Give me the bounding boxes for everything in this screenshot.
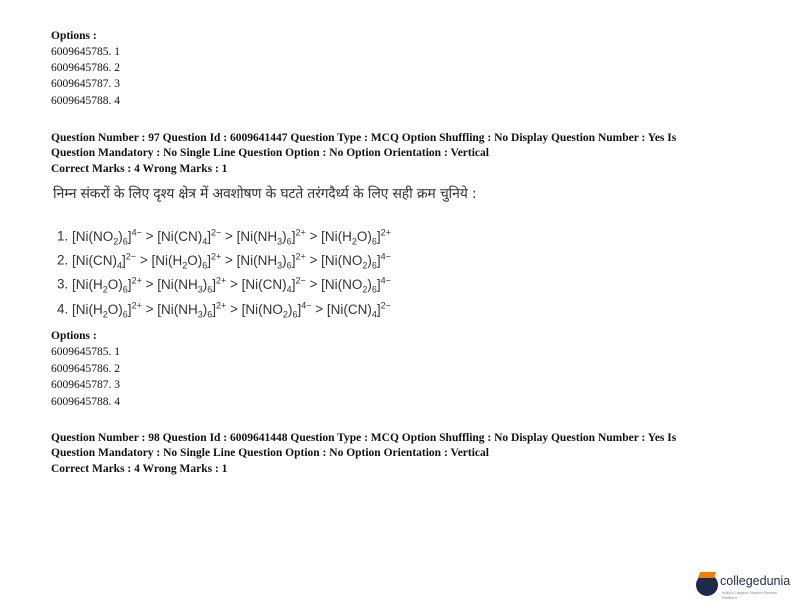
answer-option-4 xyxy=(57,300,391,319)
answer-option-3 xyxy=(57,275,391,294)
complex-formula: $[Ni(NH_3)_6]^{2+}$ xyxy=(236,251,306,271)
answer-option-number: 1. xyxy=(57,228,73,244)
answer-option-2 xyxy=(57,251,391,270)
answer-option-1 xyxy=(57,227,391,246)
answer-option-number: 3. xyxy=(57,276,73,292)
complex-formula: $[Ni(H_2O)_6]^{2+}$ xyxy=(151,251,222,271)
complex-formula: $[Ni(CN)_4]^{2-}$ xyxy=(241,275,306,295)
question-header-line2: Question Mandatory : No Single Line Question Option : No Option Orientation : Vertical xyxy=(51,147,489,159)
complex-formula: $[Ni(NO_2)_6]^{4-}$ xyxy=(321,251,391,271)
complex-formula: $[Ni(H_2O)_6]^{2+}$ xyxy=(321,227,391,247)
complex-formula: $[Ni(H_2O)_6]^{2+}$ xyxy=(72,275,142,295)
greater-than-separator: > xyxy=(305,276,322,292)
greater-than-separator: > xyxy=(305,228,322,244)
option-id-3: 6009645787. 3 xyxy=(51,379,120,391)
complex-formula: $[Ni(CN)_4]^{2-}$ xyxy=(72,251,137,271)
complex-formula: $[Ni(CN)_4]^{2-}$ xyxy=(157,227,222,247)
option-id-4: 6009645788. 4 xyxy=(51,95,120,107)
complex-formula: $[Ni(NO_2)_6]^{4-}$ xyxy=(241,300,312,320)
complex-formula: $[Ni(NO_2)_6]^{4-}$ xyxy=(72,227,142,247)
greater-than-separator: > xyxy=(226,301,242,317)
answer-option-number: 4. xyxy=(57,301,73,317)
question-header-line1: Question Number : 98 Question Id : 6009641448 Question Type : MCQ Option Shuffling : No Display Question Number : Yes Is xyxy=(51,432,677,444)
greater-than-separator: > xyxy=(311,301,327,317)
complex-formula: $[Ni(H_2O)_6]^{2+}$ xyxy=(72,300,142,320)
logo-tagline: India's Largest Student Review Platform xyxy=(722,590,778,600)
greater-than-separator: > xyxy=(136,252,152,268)
options-label: Options : xyxy=(51,30,97,42)
complex-formula: $[Ni(NH_3)_6]^{2+}$ xyxy=(157,300,227,320)
marks-line: Correct Marks : 4 Wrong Marks : 1 xyxy=(51,163,228,175)
greater-than-separator: > xyxy=(141,276,158,292)
question-header-line2: Question Mandatory : No Single Line Question Option : No Option Orientation : Vertical xyxy=(51,447,489,459)
greater-than-separator: > xyxy=(305,252,322,268)
options-label: Options : xyxy=(51,330,97,342)
marks-line: Correct Marks : 4 Wrong Marks : 1 xyxy=(51,463,228,475)
option-id-2: 6009645786. 2 xyxy=(51,363,120,375)
question-header-line1: Question Number : 97 Question Id : 6009641447 Question Type : MCQ Option Shuffling : No Display Question Number : Yes Is xyxy=(51,132,677,144)
option-id-3: 6009645787. 3 xyxy=(51,78,120,90)
greater-than-separator: > xyxy=(221,228,237,244)
complex-formula: $[Ni(NH_3)_6]^{2+}$ xyxy=(236,227,306,247)
complex-formula: $[Ni(CN)_4]^{2-}$ xyxy=(326,300,391,320)
option-id-1: 6009645785. 1 xyxy=(51,46,120,58)
option-id-2: 6009645786. 2 xyxy=(51,62,120,74)
greater-than-separator: > xyxy=(141,301,158,317)
graduation-cap-icon xyxy=(698,572,716,578)
complex-formula: $[Ni(NH_3)_6]^{2+}$ xyxy=(157,275,227,295)
greater-than-separator: > xyxy=(221,252,237,268)
logo-name: collegedunia xyxy=(720,574,791,588)
option-id-4: 6009645788. 4 xyxy=(51,396,120,408)
question-text: निम्न संकरों के लिए दृश्य क्षेत्र में अवशोषण के घटते तरंगदैर्ध्य के लिए सही क्रम चुनिये : xyxy=(53,186,477,202)
greater-than-separator: > xyxy=(226,276,242,292)
option-id-1: 6009645785. 1 xyxy=(51,346,120,358)
answer-option-number: 2. xyxy=(57,252,73,268)
collegedunia-logo xyxy=(696,572,791,602)
complex-formula: $[Ni(NO_2)_6]^{4-}$ xyxy=(321,275,391,295)
greater-than-separator: > xyxy=(141,228,158,244)
